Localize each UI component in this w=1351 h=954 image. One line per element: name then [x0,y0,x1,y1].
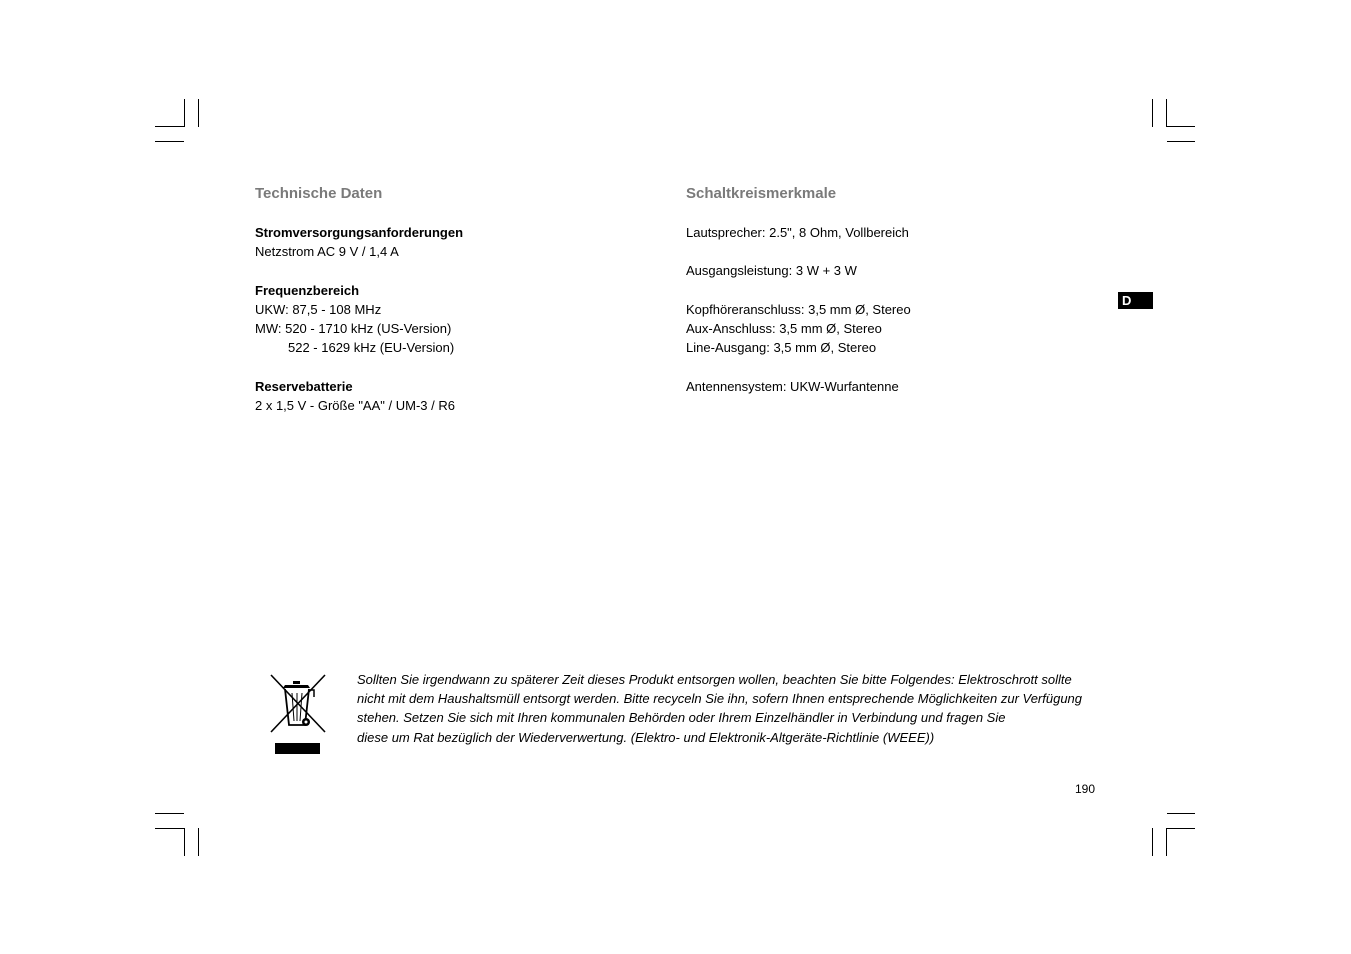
backup-battery-value: 2 x 1,5 V - Größe "AA" / UM-3 / R6 [255,398,455,413]
aux-input-spec: Aux-Anschluss: 3,5 mm Ø, Stereo [686,321,882,336]
circuit-features-heading: Schaltkreismerkmale [686,185,837,202]
frequency-mw-us: MW: 520 - 1710 kHz (US-Version) [255,321,452,336]
backup-battery-title: Reservebatterie [255,379,353,394]
page-number: 190 [1075,782,1096,796]
frequency-ukw: UKW: 87,5 - 108 MHz [255,302,382,317]
speaker-spec: Lautsprecher: 2.5", 8 Ohm, Vollbereich [686,225,909,240]
frequency-range-title: Frequenzbereich [255,283,360,298]
output-power-spec: Ausgangsleistung: 3 W + 3 W [686,263,857,278]
power-requirements-title: Stromversorgungsanforderungen [255,225,464,240]
weee-text-line-4: diese um Rat bezüglich der Wiederverwertung. (Elektro- und Elektronik-Altgeräte-Richtlinie (WEEE)) [357,730,935,745]
headphone-jack-spec: Kopfhöreranschluss: 3,5 mm Ø, Stereo [686,302,911,317]
technical-data-heading: Technische Daten [255,185,383,202]
weee-text-line-3: stehen. Setzen Sie sich mit Ihren kommunalen Behörden oder Ihrem Einzelhändler in Verbindung und fragen Sie [357,710,1006,725]
frequency-mw-eu: 522 - 1629 kHz (EU-Version) [288,340,455,355]
weee-text-line-2: nicht mit dem Haushaltsmüll entsorgt werden. Bitte recyceln Sie ihn, sofern Ihnen entsprechende Möglichkeiten zur Verfügung [357,691,1083,706]
language-tab: D [1118,292,1153,309]
crossed-out-wheelie-bin-icon [268,673,328,759]
power-requirements-value: Netzstrom AC 9 V / 1,4 A [255,244,399,259]
line-out-spec: Line-Ausgang: 3,5 mm Ø, Stereo [686,340,877,355]
antenna-spec: Antennensystem: UKW-Wurfantenne [686,379,899,394]
weee-text-line-1: Sollten Sie irgendwann zu späterer Zeit dieses Produkt entsorgen wollen, beachten Sie bitte Folgendes: Elektroschrott sollte [357,672,1072,687]
